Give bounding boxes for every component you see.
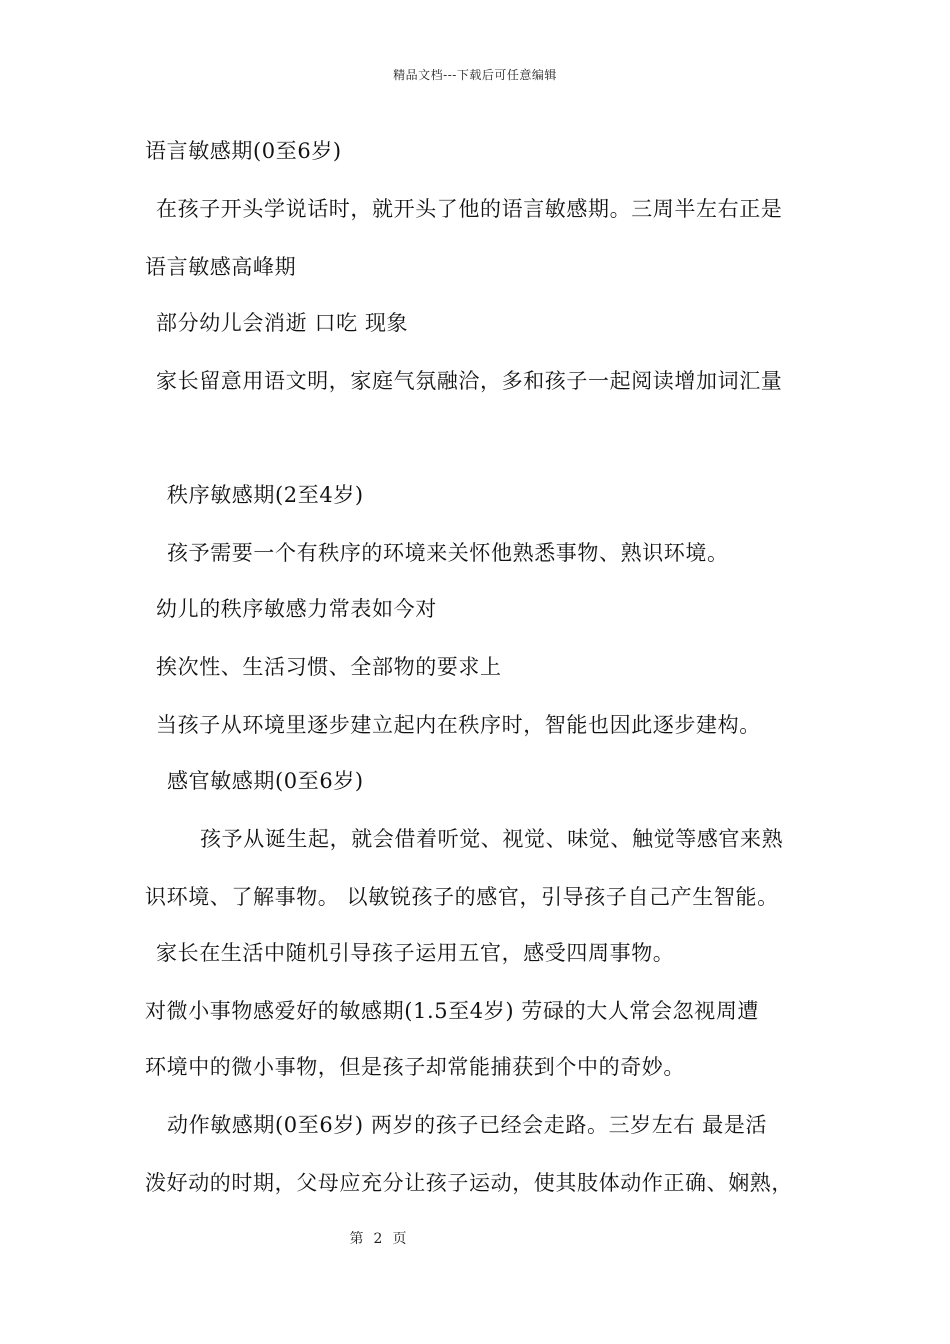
page-header: 精品文档---下载后可任意编辑 (393, 68, 557, 82)
paragraph-line: 部分幼儿会消逝 口吃 现象 (156, 311, 409, 335)
paragraph-line: 环境中的微小事物，但是孩子却常能捕获到个中的奇妙。 (145, 1055, 685, 1079)
paragraph-line: 语言敏感高峰期 (145, 255, 297, 279)
heading-sensory-sensitive-period: 感官敏感期(0至6岁) (167, 769, 364, 793)
paragraph-line: 当孩子从环境里逐步建立起内在秩序时，智能也因此逐步建构。 (156, 713, 761, 737)
page-number: 2 (373, 1231, 383, 1247)
paragraph-line: 幼儿的秩序敏感力常表如今对 (156, 597, 437, 621)
paragraph-line: 在孩子开头学说话时，就开头了他的语言敏感期。三周半左右正是 (156, 197, 783, 221)
heading-language-sensitive-period: 语言敏感期(0至6岁) (145, 139, 342, 163)
page-footer (0, 1228, 756, 1248)
paragraph-line: 泼好动的时期，父母应充分让孩子运动，使其肢体动作正确、娴熟， (145, 1171, 793, 1195)
paragraph-line: 识环境、了解事物。 以敏锐孩子的感官，引导孩子自己产生智能。 (145, 885, 779, 909)
paragraph-line: 孩予从诞生起，就会借着听觉、视觉、味觉、触觉等感官来熟 (200, 827, 784, 851)
heading-movement-sensitive-period: 动作敏感期(0至6岁) 两岁的孩子已经会走路。三岁左右 最是活 (167, 1113, 768, 1137)
paragraph-line: 家长在生活中随机引导孩子运用五官，感受四周事物。 (156, 941, 675, 965)
heading-order-sensitive-period: 秩序敏感期(2至4岁) (167, 483, 364, 507)
heading-small-objects-sensitive-period: 对微小事物感爱好的敏感期(1.5至4岁) 劳碌的大人常会忽视周遭 (145, 999, 760, 1023)
paragraph-line: 挨次性、生活习惯、全部物的要求上 (156, 655, 502, 679)
paragraph-line: 孩予需要一个有秩序的环境来关怀他熟悉事物、熟识环境。 (167, 541, 729, 565)
footer-suffix: 页 (392, 1231, 407, 1247)
paragraph-line: 家长留意用语文明，家庭气氛融洽，多和孩子一起阅读增加词汇量 (156, 369, 783, 393)
footer-prefix: 第 (349, 1231, 364, 1247)
